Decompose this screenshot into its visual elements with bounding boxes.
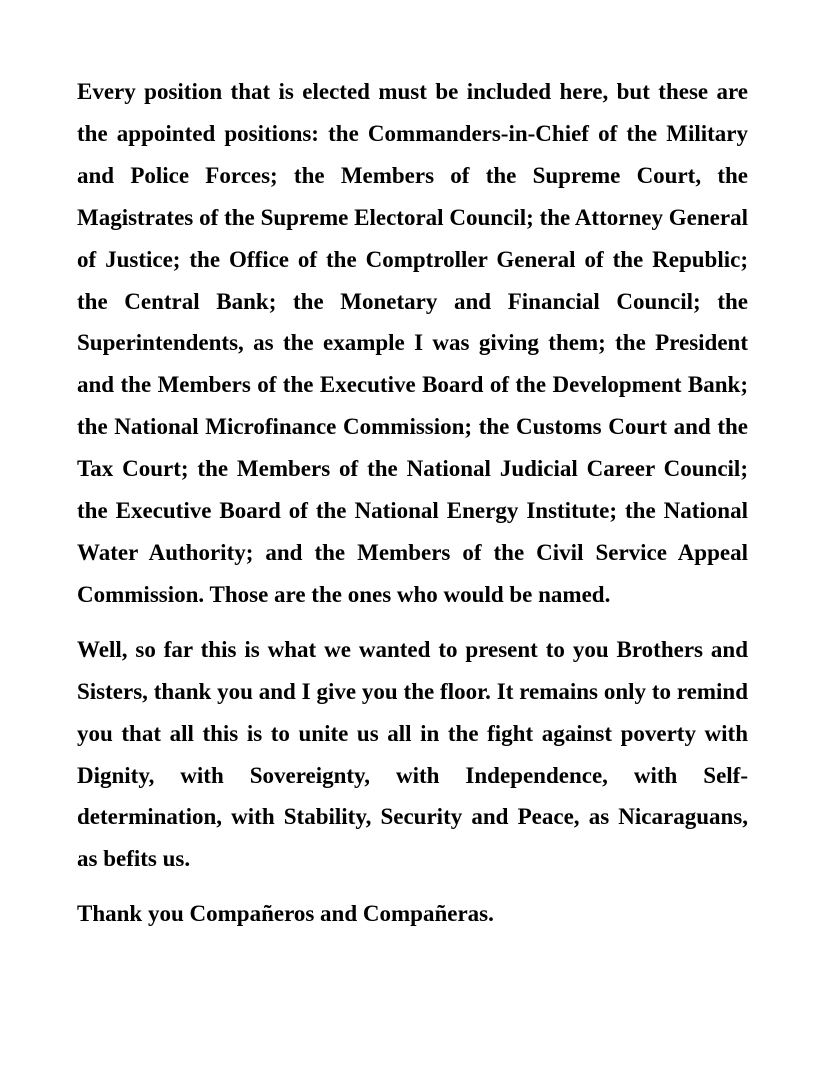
document-page bbox=[77, 71, 748, 948]
paragraph-appointed-positions: Every position that is elected must be included here, but these are the appointed positions: the Commanders-in-Chief of the Military and Police Forces; the Members of the Supreme Court, the Magistrates of the Supreme Electoral Council; the Attorney General of Justice; the Office of the Comptroller General of the Republic; the Central Bank; the Monetary and Financial Council; the Superintendents, as the example I was giving them; the President and the Members of the Executive Board of the Development Bank; the National Microfinance Commission; the Customs Court and the Tax Court; the Members of the National Judicial Career Council; the Executive Board of the National Energy Institute; the National Water Authority; and the Members of the Civil Service Appeal Commission. Those are the ones who would be named. bbox=[77, 79, 748, 607]
paragraph-closing-remarks: Well, so far this is what we wanted to present to you Brothers and Sisters, thank you and I give you the floor. It remains only to remind you that all this is to unite us all in the fight against poverty with Dignity, with Sovereignty, with Independence, with Self-determination, with Stability, Security and Peace, as Nicaraguans, as befits us. bbox=[77, 636, 748, 872]
paragraph-thanks: Thank you Compañeros and Compañeras. bbox=[77, 901, 494, 927]
